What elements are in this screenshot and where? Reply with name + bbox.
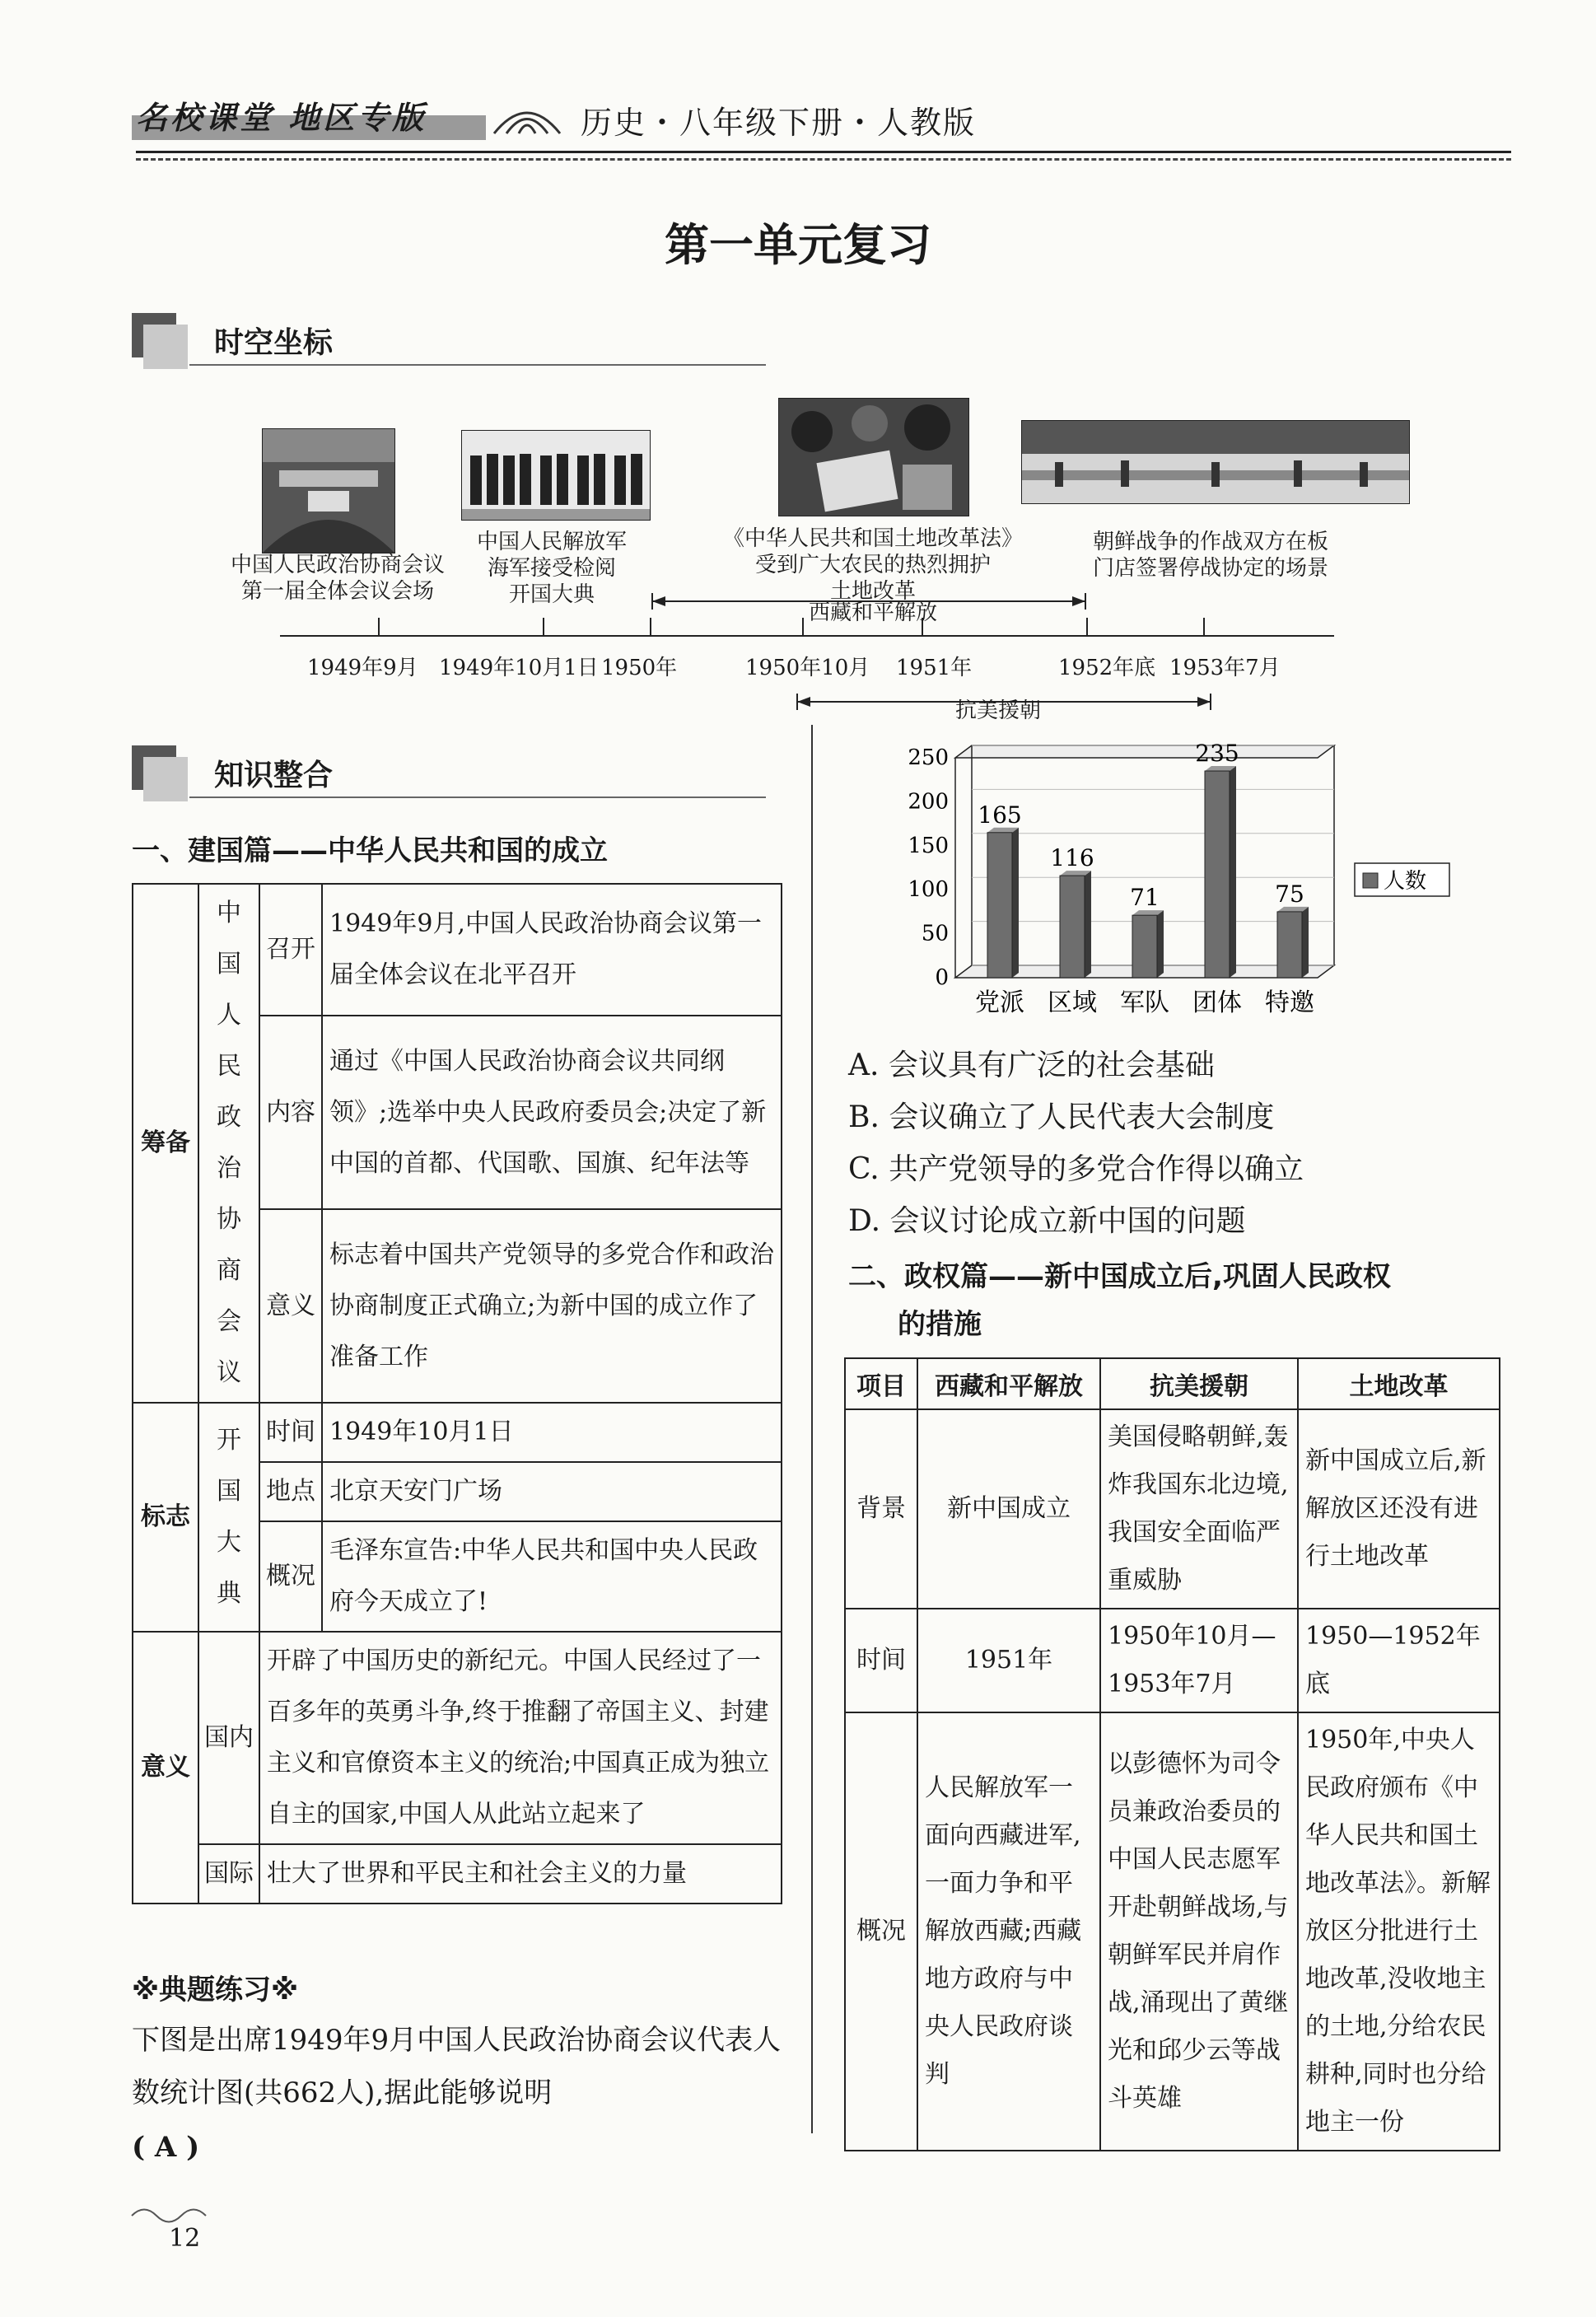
- chart-data-label: 71: [1130, 884, 1160, 912]
- cell-intl: 壮大了世界和平民主和社会主义的力量: [259, 1844, 782, 1904]
- cell-meaning-label: 意义: [259, 1209, 322, 1403]
- part1-title: 一、建国篇——中华人民共和国的成立: [132, 834, 608, 867]
- chart-legend-label: 人数: [1384, 869, 1427, 894]
- date-1953-07: 1953年7月: [1169, 656, 1281, 680]
- cell-time-korea: 1950年10月—1953年7月: [1100, 1609, 1298, 1712]
- date-1950: 1950年: [601, 656, 678, 680]
- header-item: 项目: [845, 1358, 917, 1409]
- row-label-time: 时间: [845, 1609, 917, 1712]
- chart-category-label: 党派: [975, 988, 1024, 1017]
- section-heading-text: 时空坐标: [214, 326, 334, 360]
- caption-line: 第一届全体会议会场: [240, 579, 434, 604]
- chart-ytick-label: 50: [921, 921, 949, 946]
- cell-ov-korea: 以彭德怀为司令员兼政治委员的中国人民志愿军开赴朝鲜战场,与朝鲜军民并肩作战,涌现出了黄继光和邱少云等战斗英雄: [1100, 1712, 1298, 2151]
- header-korea: 抗美援朝: [1100, 1358, 1298, 1409]
- cell-significance: 意义: [133, 1632, 198, 1904]
- founding-text: 开国大典: [217, 1426, 241, 1608]
- option-a: A. 会议具有广泛的社会基础: [848, 1049, 1215, 1082]
- option-d: D. 会议讨论成立新中国的问题: [848, 1204, 1246, 1238]
- chart-bar: [1060, 871, 1091, 978]
- chart-ytick-label: 250: [908, 745, 949, 770]
- cell-time: 1949年10月1日: [322, 1403, 782, 1462]
- chart-data-label: 235: [1195, 741, 1239, 768]
- chart-bar: [987, 828, 1019, 978]
- cell-overview: 毛泽东宣告:中华人民共和国中央人民政府今天成立了!: [322, 1521, 782, 1632]
- caption-line: 门店签署停战协定的场景: [1092, 556, 1328, 581]
- cell-content: 通过《中国人民政治协商会议共同纲领》;选举中央人民政府委员会;决定了新中国的首都、代国歌、国旗、纪年法等: [322, 1016, 782, 1209]
- page-title: 第一单元复习: [665, 219, 931, 271]
- cell-time-tibet: 1951年: [917, 1609, 1100, 1712]
- chart-category-label: 军队: [1120, 988, 1169, 1017]
- date-1949-10-01: 1949年10月1日: [439, 656, 599, 680]
- column-divider: [811, 725, 813, 2133]
- range-label-korea: 抗美援朝: [955, 698, 1042, 723]
- chart-ytick-label: 0: [935, 965, 949, 990]
- date-1950-10: 1950年10月: [745, 656, 870, 680]
- exercise-answer: ( A ): [132, 2131, 200, 2164]
- chart-bar: [1132, 910, 1164, 978]
- caption-line: 土地改革: [829, 579, 916, 604]
- chart-data-label: 116: [1050, 844, 1094, 872]
- cell-sign: 标志: [133, 1403, 198, 1632]
- chart-ytick-label: 200: [908, 789, 949, 815]
- cell-content-label: 内容: [259, 1016, 322, 1209]
- header-land: 土地改革: [1298, 1358, 1500, 1409]
- chart-delegates: [889, 741, 1466, 1030]
- row-label-background: 背景: [845, 1409, 917, 1609]
- cell-time-land: 1950—1952年底: [1298, 1609, 1500, 1712]
- caption-line: 朝鲜战争的作战双方在板: [1092, 530, 1328, 554]
- part2-title-line2: 的措施: [898, 1308, 982, 1341]
- cell-convene: 1949年9月,中国人民政治协商会议第一届全体会议在北平召开: [322, 884, 782, 1016]
- date-1949-09: 1949年9月: [307, 656, 418, 680]
- photo-armistice-signing: [1021, 420, 1410, 504]
- table-founding: [132, 883, 782, 1904]
- section-heading-text: 知识整合: [214, 759, 334, 792]
- chart-bar: [1205, 766, 1236, 978]
- caption-armistice: [1071, 529, 1351, 582]
- caption-line: 开国大典: [508, 582, 595, 607]
- header-tibet: 西藏和平解放: [917, 1358, 1100, 1409]
- photo-land-reform: [778, 398, 969, 516]
- header-rule-dashed: [136, 158, 1511, 161]
- cell-cppcc: [198, 884, 259, 1403]
- cell-meaning: 标志着中国共产党领导的多党合作和政治协商制度正式确立;为新中国的成立作了准备工作: [322, 1209, 782, 1403]
- caption-line: 中国人民政治协商会议: [230, 553, 445, 577]
- caption-line: 海军接受检阅: [487, 556, 616, 581]
- option-c: C. 共产党领导的多党合作得以确立: [848, 1152, 1304, 1186]
- cell-convene-label: 召开: [259, 884, 322, 1016]
- cell-ov-land: 1950年,中央人民政府颁布《中华人民共和国土地改革法》。新解放区分批进行土地改革,没收地主的土地,分给农民耕种,同时也分给地主一份: [1298, 1712, 1500, 2151]
- chart-data-label: 75: [1275, 880, 1304, 908]
- cell-bg-land: 新中国成立后,新解放区还没有进行土地改革: [1298, 1409, 1500, 1609]
- cell-bg-tibet: 新中国成立: [917, 1409, 1100, 1609]
- caption-line: 中国人民解放军: [476, 530, 627, 554]
- chart-data-label: 165: [978, 801, 1022, 829]
- cell-prep: 筹备: [133, 884, 198, 1403]
- photo-cppcc-hall: [262, 428, 395, 554]
- option-b: B. 会议确立了人民代表大会制度: [848, 1100, 1275, 1134]
- header-subject: 历史・八年级下册・人教版: [581, 105, 977, 141]
- row-label-overview: 概况: [845, 1712, 917, 2151]
- header-leaf-icon: [486, 92, 568, 145]
- caption-line: 《中华人民共和国土地改革法》: [722, 526, 1023, 551]
- chart-category-label: 特邀: [1265, 988, 1314, 1017]
- table-consolidation: [844, 1357, 1500, 2151]
- cell-overview-label: 概况: [259, 1521, 322, 1632]
- chart-ytick-label: 100: [908, 877, 949, 903]
- cell-intl-label: 国际: [198, 1844, 259, 1904]
- date-1952-end: 1952年底: [1058, 656, 1156, 680]
- exercise-text: 下图是出席1949年9月中国人民政治协商会议代表人数统计图(共662人),据此能够说明: [132, 2024, 782, 2109]
- cell-domestic-label: 国内: [198, 1632, 259, 1844]
- cell-time-label: 时间: [259, 1403, 322, 1462]
- range-label-tibet: 西藏和平解放: [808, 600, 937, 625]
- cell-bg-korea: 美国侵略朝鲜,轰炸我国东北边境,我国安全面临严重威胁: [1100, 1409, 1298, 1609]
- date-1951: 1951年: [896, 656, 973, 680]
- chart-ytick-label: 150: [908, 833, 949, 858]
- section-heading-knowledge: [132, 745, 766, 795]
- chart-bar: [1277, 907, 1309, 978]
- photo-navy-review: [461, 430, 651, 521]
- cppcc-text: 中国人民政治协商会议: [217, 899, 241, 1387]
- cell-domestic: 开辟了中国历史的新纪元。中国人民经过了一百多年的英勇斗争,终于推翻了帝国主义、封建主义和官僚资本主义的统治;中国真正成为独立自主的国家,中国人从此站立起来了: [259, 1632, 782, 1844]
- header-brand: 名校课堂 地区专版: [136, 99, 427, 136]
- chart-category-label: 团体: [1192, 988, 1242, 1017]
- header-rule: [136, 151, 1511, 153]
- chart-category-label: 区域: [1048, 988, 1097, 1017]
- cell-place: 北京天安门广场: [322, 1462, 782, 1521]
- chart-legend-swatch: [1363, 873, 1378, 888]
- exercise-heading: ※典题练习※: [132, 1974, 299, 2006]
- page-number: 12: [169, 2224, 201, 2253]
- section-heading-timeline: [132, 313, 766, 362]
- cell-ov-tibet: 人民解放军一面向西藏进军,一面力争和平解放西藏;西藏地方政府与中央人民政府谈判: [917, 1712, 1100, 2151]
- cell-founding: [198, 1403, 259, 1632]
- caption-line: 受到广大农民的热烈拥护: [754, 553, 991, 577]
- part2-title-line1: 二、政权篇——新中国成立后,巩固人民政权: [848, 1260, 1391, 1293]
- cell-place-label: 地点: [259, 1462, 322, 1521]
